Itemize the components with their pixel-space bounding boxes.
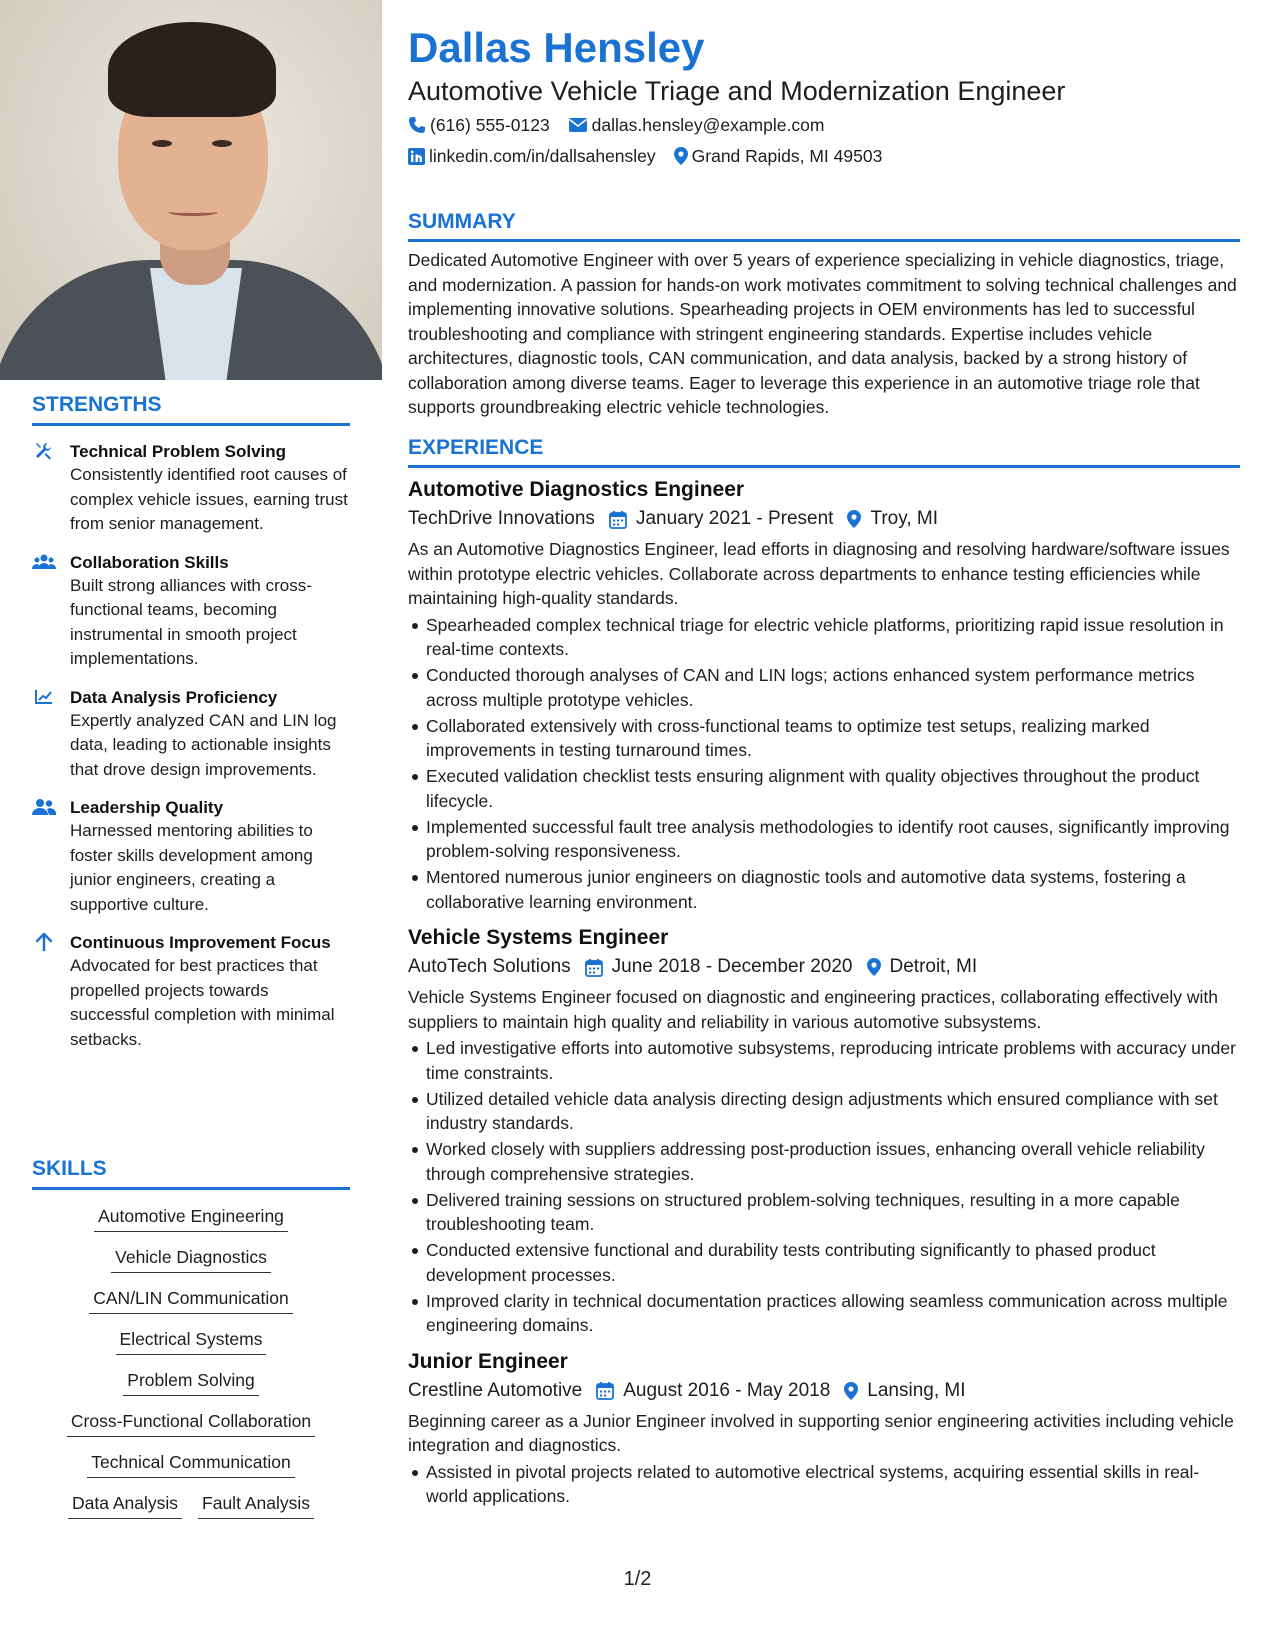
summary-text: Dedicated Automotive Engineer with over 5 years of experience specializing in vehicle diagnostics, triage, and modernization. A passion for hands-on work motivates commitment to solving technical challenges and implementing innovative solutions. Spearheading projects in OEM environments has led to successful troubleshooting and compliance with stringent engineering standards. Expertise includes vehicle architectures, diagnostic tools, CAN communication, and data analysis, backed by a strong history of collaboration among diverse teams. Eager to leverage this experience in an automotive triage role that supports groundbreaking electric vehicle technologies.	[408, 250, 1237, 417]
job-entry	[408, 924, 1240, 1338]
users-icon	[32, 552, 56, 572]
job-title: Automotive Diagnostics Engineer	[408, 478, 745, 501]
location-contact	[674, 144, 883, 168]
list-item: Conducted extensive functional and durability tests contributing significantly to phased product development processes.	[408, 1238, 1240, 1287]
job-dates: August 2016 - May 2018	[623, 1379, 831, 1401]
skills-heading: SKILLS	[32, 1157, 350, 1190]
job-bullets	[408, 613, 1240, 915]
job-title: Junior Engineer	[408, 1349, 568, 1373]
company-name: TechDrive Innovations	[408, 508, 595, 529]
strength-title: Continuous Improvement Focus	[70, 933, 331, 952]
profile-photo	[0, 0, 382, 380]
linkedin-text: linkedin.com/in/dallsahensley	[429, 146, 656, 166]
skill-tag: Automotive Engineering	[94, 1202, 288, 1232]
strength-item	[32, 440, 350, 537]
job-meta	[408, 1378, 1240, 1404]
chart-line-icon	[32, 687, 56, 707]
phone-icon	[408, 116, 426, 134]
strength-title: Data Analysis Proficiency	[70, 687, 278, 707]
list-item: Led investigative efforts into automotive subsystems, reproducing intricate problems with accuracy under time constraints.	[408, 1036, 1240, 1085]
job-entry	[408, 1348, 1240, 1509]
job-meta	[408, 954, 1240, 980]
page-number: 1/2	[623, 1568, 652, 1590]
list-item: Improved clarity in technical documentation practices allowing seamless communication across multiple engineering domains.	[408, 1289, 1240, 1338]
contact-row-2	[408, 144, 882, 168]
list-item: Implemented successful fault tree analysis methodologies to identify root causes, significantly improving problem-solving responsiveness.	[408, 815, 1240, 864]
list-item: Collaborated extensively with cross-functional teams to optimize test setups, realizing marked improvements in testing turnaround times.	[408, 714, 1240, 763]
calendar-icon	[596, 1381, 614, 1400]
job-dates: January 2021 - Present	[635, 508, 834, 529]
location-pin-icon	[844, 1382, 858, 1400]
phone-text: (616) 555-0123	[430, 115, 550, 135]
strength-title: Leadership Quality	[70, 798, 224, 817]
location-pin-icon	[674, 147, 688, 165]
list-item: Assisted in pivotal projects related to automotive electrical systems, acquiring essential skills in real-world applications.	[408, 1460, 1240, 1509]
strength-title: Collaboration Skills	[70, 552, 229, 572]
skill-tag: Cross-Functional Collaboration	[67, 1407, 315, 1437]
email-contact[interactable]	[568, 113, 825, 137]
phone-contact[interactable]	[408, 113, 550, 137]
user-group-icon	[32, 797, 56, 817]
strength-item	[32, 796, 350, 917]
strength-item	[32, 551, 350, 672]
job-entry	[408, 476, 1240, 914]
skill-tag: Electrical Systems	[116, 1325, 267, 1355]
strength-item	[32, 931, 350, 1052]
candidate-title: Automotive Vehicle Triage and Modernization Engineer	[408, 76, 1066, 106]
list-item: Utilized detailed vehicle data analysis directing design adjustments which ensured compliance with set industry standards.	[408, 1087, 1240, 1136]
calendar-icon	[609, 510, 627, 529]
location-text: Grand Rapids, MI 49503	[691, 146, 883, 166]
list-item: Delivered training sessions on structured problem-solving techniques, resulting in a more capable troubleshooting team.	[408, 1188, 1240, 1237]
strength-desc: Harnessed mentoring abilities to foster skills development among junior engineers, creating a supportive culture.	[70, 821, 313, 914]
list-item: Spearheaded complex technical triage for electric vehicle platforms, prioritizing rapid issue resolution in real-time contexts.	[408, 613, 1240, 662]
email-text: dallas.hensley@example.com	[591, 115, 825, 135]
contact-row-1	[408, 113, 824, 137]
skills-section	[32, 1157, 350, 1530]
job-dates: June 2018 - December 2020	[611, 956, 853, 977]
job-location: Detroit, MI	[889, 956, 978, 977]
job-location: Troy, MI	[870, 508, 939, 529]
skills-list	[32, 1202, 350, 1519]
company-name: Crestline Automotive	[408, 1379, 583, 1401]
skill-tag: CAN/LIN Communication	[89, 1284, 292, 1314]
strength-item	[32, 686, 350, 783]
list-item: Conducted thorough analyses of CAN and LIN logs; actions enhanced system performance metrics across multiple prototype vehicles.	[408, 663, 1240, 712]
list-item: Executed validation checklist tests ensuring alignment with quality objectives throughout the product lifecycle.	[408, 764, 1240, 813]
experience-heading: EXPERIENCE	[408, 436, 1240, 468]
linkedin-icon	[408, 148, 425, 165]
candidate-name: Dallas Hensley	[408, 24, 705, 71]
list-item: Worked closely with suppliers addressing post-production issues, enhancing overall vehicle reliability through comprehensive strategies.	[408, 1137, 1240, 1186]
strengths-heading: STRENGTHS	[32, 393, 350, 426]
skill-tag: Technical Communication	[87, 1448, 294, 1478]
company-name: AutoTech Solutions	[408, 956, 571, 977]
skill-tag: Problem Solving	[123, 1366, 258, 1396]
experience-section	[408, 436, 1240, 1510]
strengths-section	[32, 393, 350, 1052]
strength-title: Technical Problem Solving	[70, 442, 287, 461]
summary-heading: SUMMARY	[408, 210, 1240, 242]
job-meta	[408, 506, 1240, 532]
skill-tag: Fault Analysis	[198, 1489, 314, 1519]
strength-desc: Advocated for best practices that propelled projects towards successful completion with minimal setbacks.	[70, 956, 335, 1049]
arrow-up-icon	[32, 932, 56, 952]
job-location: Lansing, MI	[867, 1379, 966, 1401]
strength-desc: Consistently identified root causes of complex vehicle issues, earning trust from senior management.	[70, 465, 348, 533]
skill-tag: Data Analysis	[68, 1489, 182, 1519]
list-item: Mentored numerous junior engineers on diagnostic tools and automotive data systems, fostering a collaborative learning environment.	[408, 865, 1240, 914]
job-description: Vehicle Systems Engineer focused on diagnostic and engineering practices, collaborating effectively with suppliers to maintain high quality and reliability in various automotive subsystems.	[408, 987, 1219, 1032]
location-pin-icon	[847, 510, 861, 528]
job-bullets	[408, 1036, 1240, 1338]
left-column	[0, 0, 382, 1650]
linkedin-contact[interactable]	[408, 144, 656, 168]
skill-tag: Vehicle Diagnostics	[111, 1243, 271, 1273]
strength-desc: Expertly analyzed CAN and LIN log data, leading to actionable insights that drove design improvements.	[70, 710, 337, 779]
strength-desc: Built strong alliances with cross-functional teams, becoming instrumental in smooth project implementations.	[70, 575, 312, 668]
job-description: As an Automotive Diagnostics Engineer, lead efforts in diagnosing and resolving hardware/software issues within prototype electric vehicles. Collaborate across departments to enhance testing efficiencies while maintaining high-quality standards.	[408, 539, 1230, 608]
job-title: Vehicle Systems Engineer	[408, 926, 669, 949]
tools-icon	[32, 441, 56, 461]
location-pin-icon	[867, 958, 881, 976]
calendar-icon	[585, 958, 603, 977]
job-bullets	[408, 1460, 1240, 1509]
envelope-icon	[568, 117, 588, 133]
job-description: Beginning career as a Junior Engineer involved in supporting senior engineering activities including vehicle integration and diagnostics.	[408, 1410, 1234, 1455]
summary-section	[408, 210, 1240, 420]
